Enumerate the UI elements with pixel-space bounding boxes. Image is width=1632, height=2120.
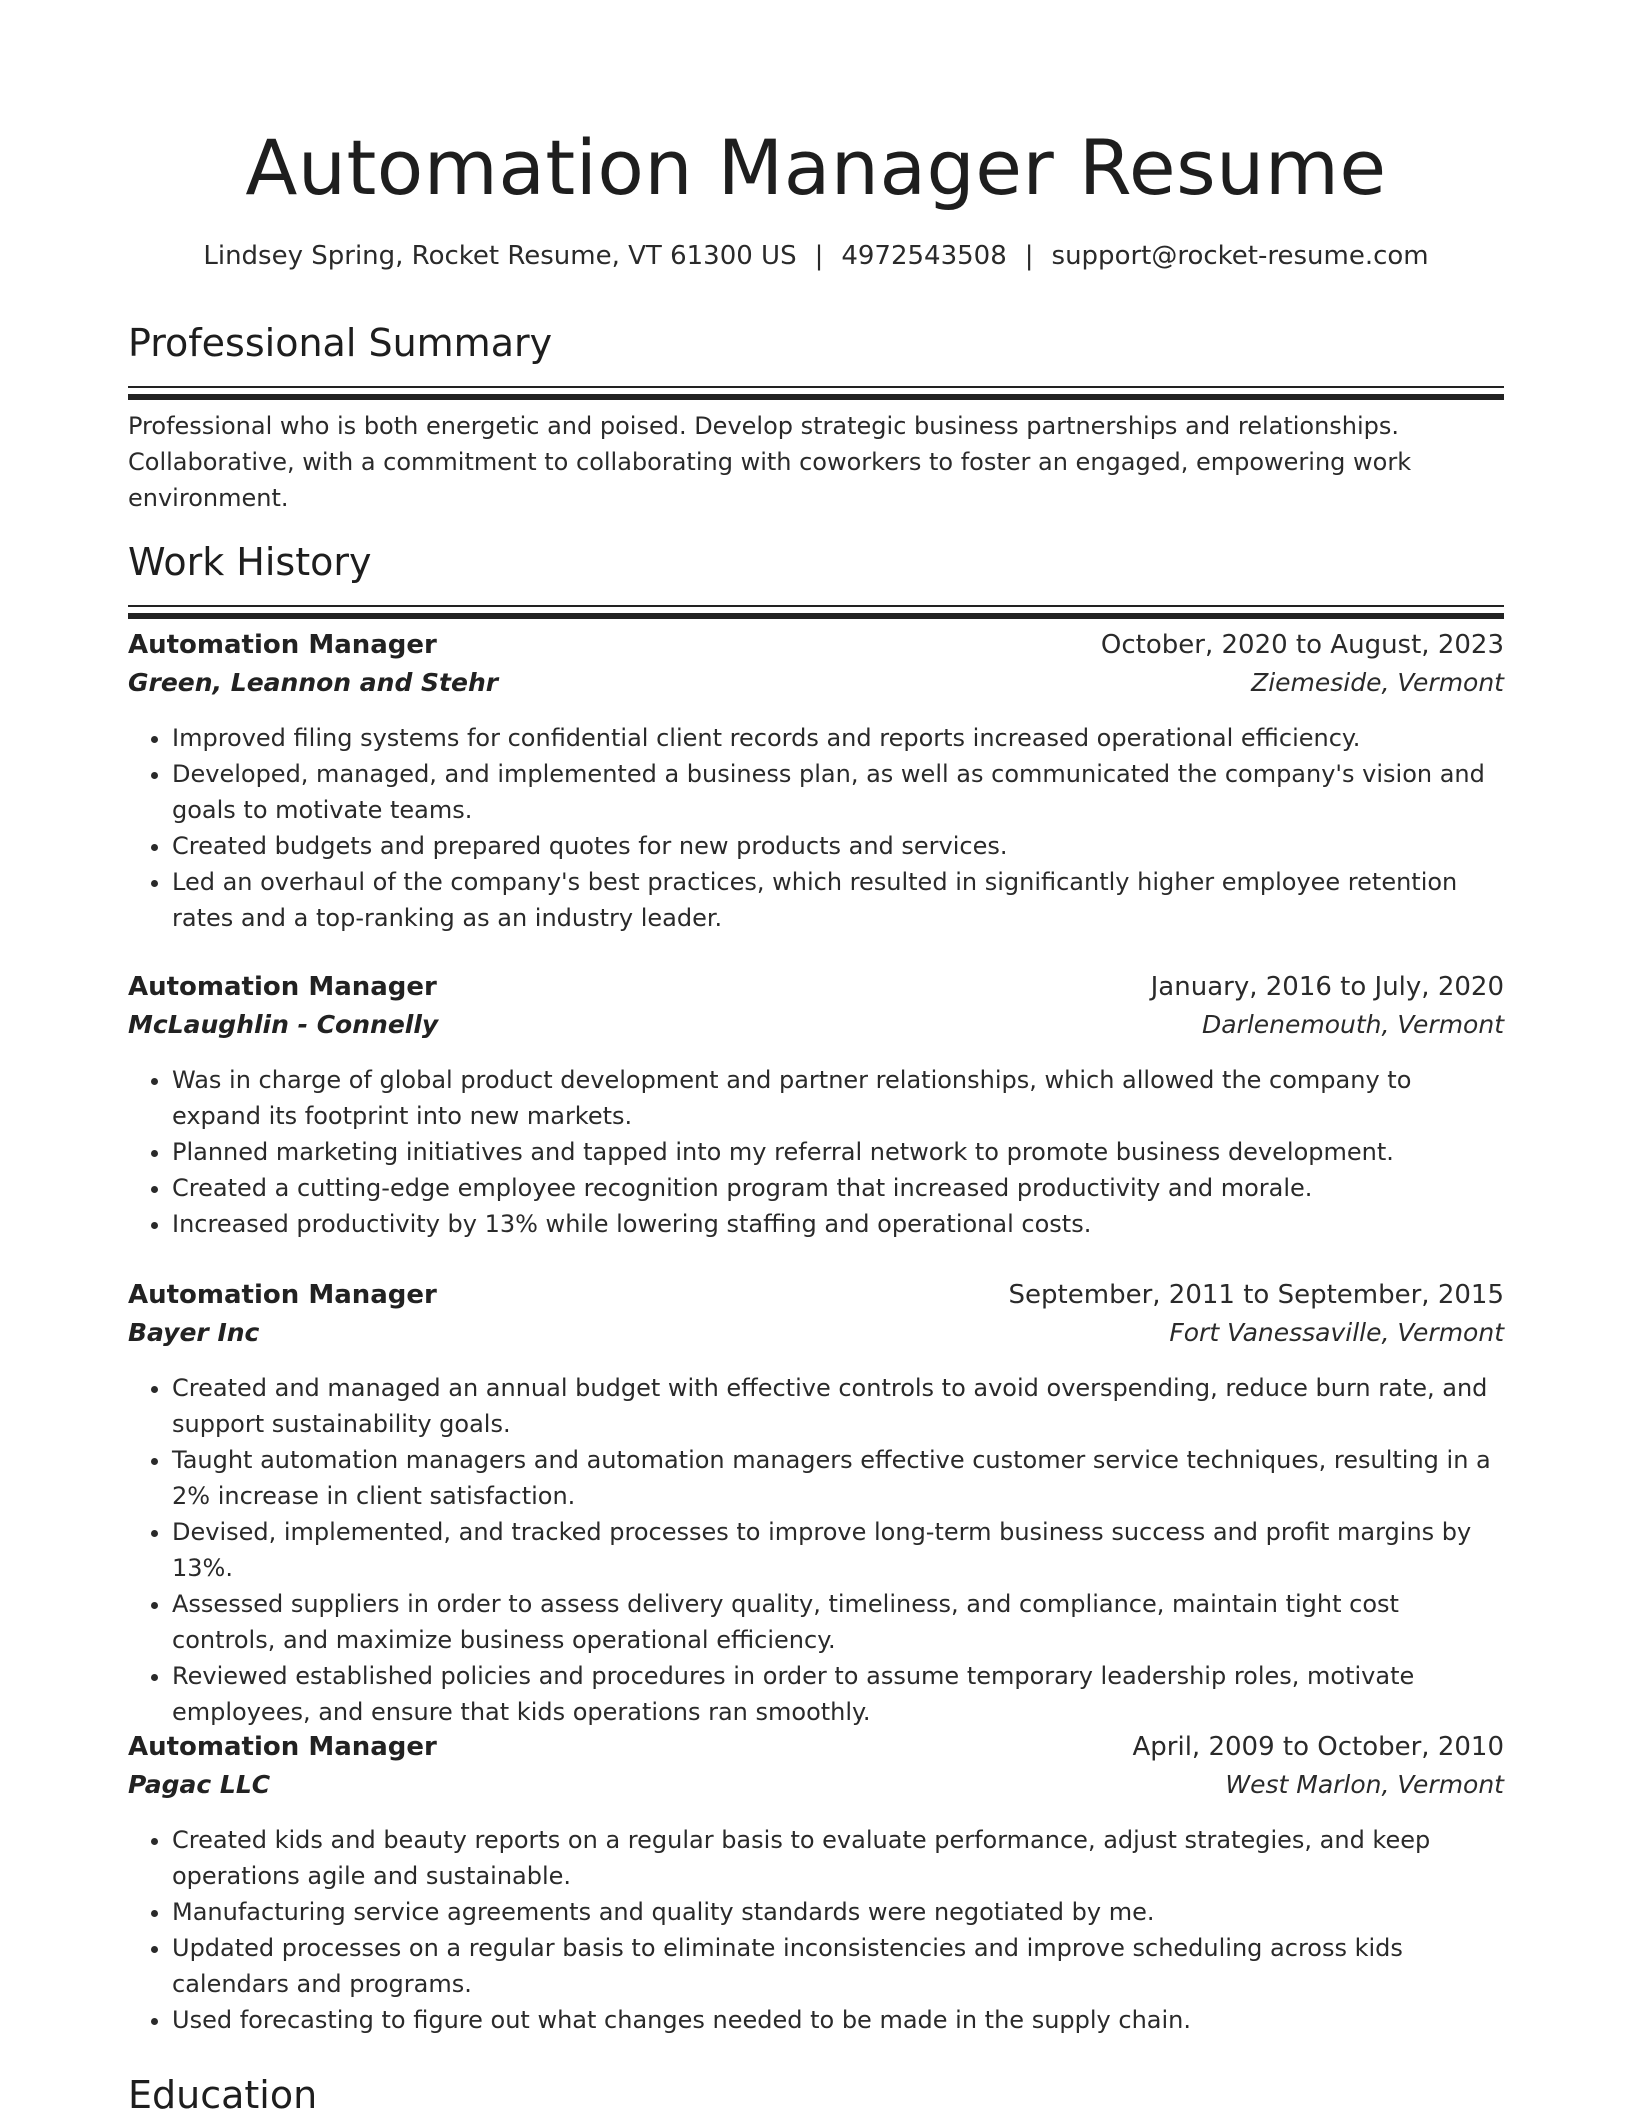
summary-heading: Professional Summary [128,321,553,365]
job-location: Darlenemouth, Vermont [1201,1010,1504,1039]
job-title: Automation Manager [128,972,437,1002]
job-bullets [128,1822,1504,2038]
job-dates: September, 2011 to September, 2015 [1008,1280,1504,1310]
education-heading: Education [128,2073,318,2117]
job-entry [128,630,1504,936]
job-dates: October, 2020 to August, 2023 [1100,630,1504,660]
job-bullet: • Created and managed an annual budget with effective controls to avoid overspending, reduce burn rate, and support sustainability goals. [172,1370,1504,1442]
job-entry [128,972,1504,1242]
work-heading: Work History [128,540,372,584]
job-company: Green, Leannon and Stehr [128,668,499,697]
job-bullet: • Led an overhaul of the company's best practices, which resulted in significantly higher employee retention rates and a top-ranking as an industry leader. [172,864,1504,936]
job-bullet: • Used forecasting to figure out what changes needed to be made in the supply chain. [172,2002,1504,2038]
summary-text: Professional who is both energetic and poised. Develop strategic business partnerships and relationships. Collaborative, with a commitment to collaborating with coworkers to foster an engaged, empowering work environment. [128,412,1412,512]
job-company-row [128,1010,1504,1048]
job-bullet: • Created budgets and prepared quotes for new products and services. [172,828,1504,864]
summary-section-header [128,318,1504,400]
job-bullet: • Created a cutting-edge employee recognition program that increased productivity and morale. [172,1170,1504,1206]
job-bullet: • Was in charge of global product development and partner relationships, which allowed the company to expand its footprint into new markets. [172,1062,1504,1134]
job-bullets [128,720,1504,936]
job-bullet: • Manufacturing service agreements and quality standards were negotiated by me. [172,1894,1504,1930]
work-section-header [128,537,1504,619]
job-entry [128,1280,1504,1730]
resume-title: Automation Manager Resume [245,123,1387,212]
job-bullet: • Taught automation managers and automation managers effective customer service techniques, resulting in a 2% increase in client satisfaction. [172,1442,1504,1514]
contact-separator: | [814,241,824,271]
job-bullets [128,1370,1504,1730]
contact-email: support@rocket-resume.com [1051,241,1429,271]
section-divider [128,386,1504,400]
job-dates: January, 2016 to July, 2020 [1150,972,1504,1002]
job-location: Fort Vanessaville, Vermont [1169,1318,1504,1347]
job-title: Automation Manager [128,630,437,660]
job-location: Ziemeside, Vermont [1251,668,1504,697]
job-company: McLaughlin - Connelly [128,1010,439,1039]
job-bullet: • Devised, implemented, and tracked processes to improve long-term business success and profit margins by 13%. [172,1514,1504,1586]
contact-address: Lindsey Spring, Rocket Resume, VT 61300 US [203,241,797,271]
job-dates: April, 2009 to October, 2010 [1132,1732,1504,1762]
job-bullet: • Reviewed established policies and procedures in order to assume temporary leadership roles, motivate employees, and ensure that kids operations ran smoothly. [172,1658,1504,1730]
job-header-row [128,972,1504,1010]
job-company: Pagac LLC [128,1770,271,1799]
contact-separator: | [1024,241,1034,271]
job-bullet: • Improved filing systems for confidential client records and reports increased operational efficiency. [172,720,1504,756]
job-bullet: • Increased productivity by 13% while lowering staffing and operational costs. [172,1206,1504,1242]
job-bullet: • Developed, managed, and implemented a business plan, as well as communicated the company's vision and goals to motivate teams. [172,756,1504,828]
job-bullet: • Assessed suppliers in order to assess delivery quality, timeliness, and compliance, maintain tight cost controls, and maximize business operational efficiency. [172,1586,1504,1658]
job-header-row [128,1732,1504,1770]
job-entry [128,1732,1504,2038]
job-company-row [128,1770,1504,1808]
job-header-row [128,1280,1504,1318]
job-title: Automation Manager [128,1280,437,1310]
job-title: Automation Manager [128,1732,437,1762]
contact-line [128,236,1504,276]
job-header-row [128,630,1504,668]
job-bullet: • Created kids and beauty reports on a regular basis to evaluate performance, adjust strategies, and keep operations agile and sustainable. [172,1822,1504,1894]
job-company-row [128,1318,1504,1356]
job-company: Bayer Inc [128,1318,260,1347]
education-section-header [128,2070,1504,2120]
job-bullet: • Updated processes on a regular basis to eliminate inconsistencies and improve scheduling across kids calendars and programs. [172,1930,1504,2002]
job-bullet: • Planned marketing initiatives and tapped into my referral network to promote business development. [172,1134,1504,1170]
job-bullets [128,1062,1504,1242]
job-company-row [128,668,1504,706]
section-divider [128,605,1504,619]
contact-phone: 4972543508 [841,241,1007,271]
job-location: West Marlon, Vermont [1225,1770,1504,1799]
